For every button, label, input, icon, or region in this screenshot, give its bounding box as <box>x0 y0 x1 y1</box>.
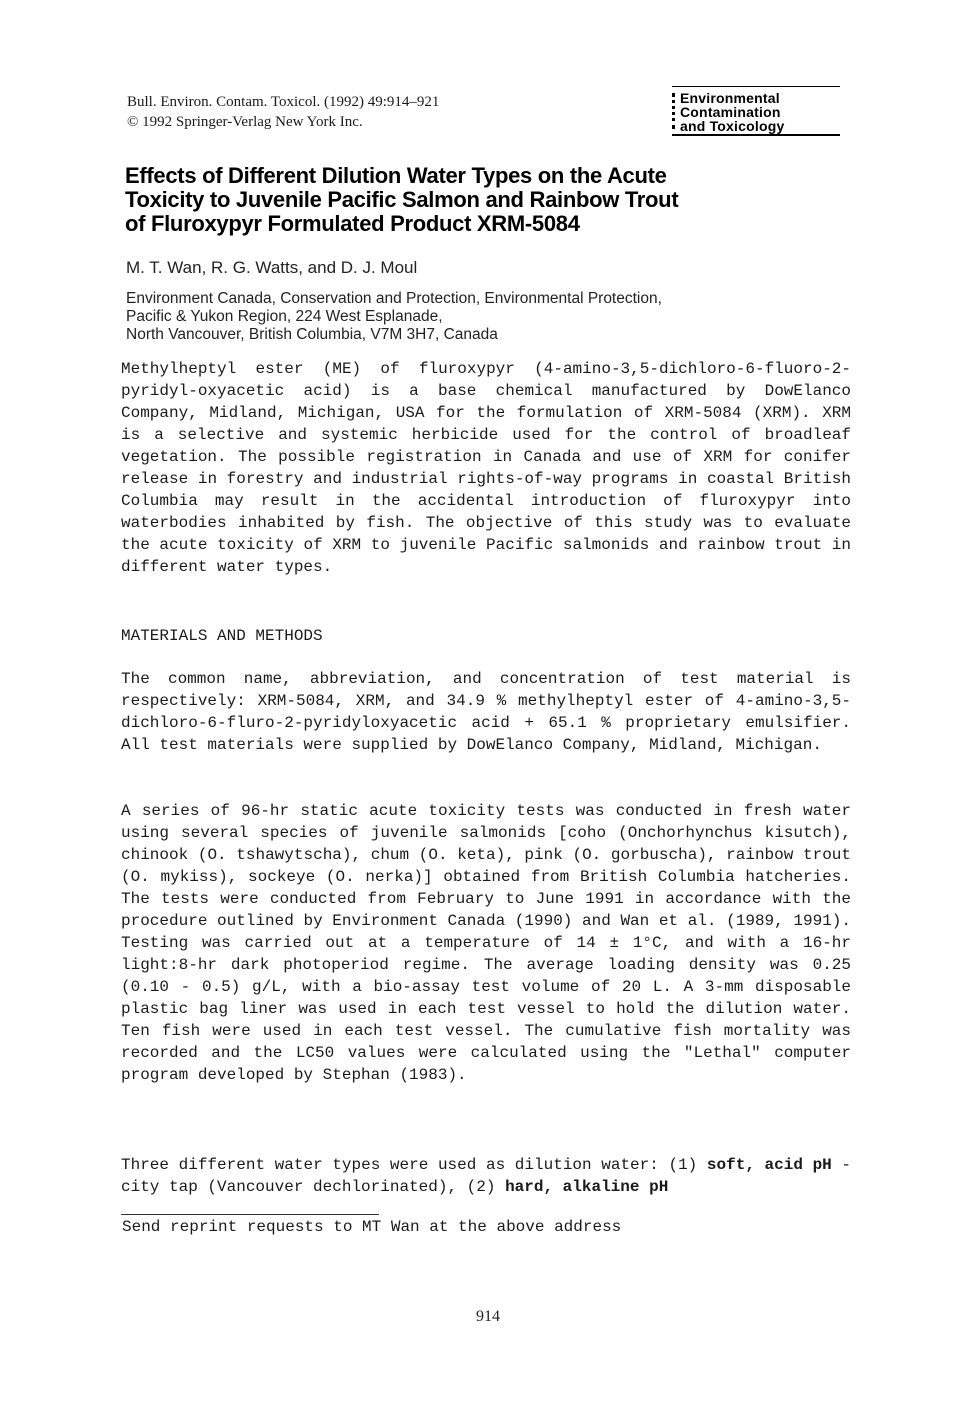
citation-block <box>127 92 439 132</box>
logo-marker <box>672 93 679 129</box>
intro-paragraph: Methylheptyl ester (ME) of fluroxypyr (4-amino-3,5-dichloro-6-fluoro-2-pyridyl-oxyacetic acid) is a base chemical manufactured by DowElanco Company, Midland, Michigan, USA for the formulation of XRM-5084 (XRM). XRM is a selective and systemic herbicide used for the control of broadleaf vegetation. The possible registration in Canada and use of XRM for conifer release in forestry and industrial rights-of-way programs in coastal British Columbia may result in the accidental introduction of fluroxypyr into waterbodies inhabited by fish. The objective of this study was to evaluate the acute toxicity of XRM to juvenile Pacific salmonids and rainbow trout in different water types. <box>121 360 851 576</box>
page-number: 914 <box>476 1308 500 1325</box>
footnote: Send reprint requests to MT Wan at the above address <box>122 1218 622 1236</box>
title-line-3: of Fluroxypyr Formulated Product XRM-5084 <box>125 211 580 236</box>
emphasis-soft-acid: soft, acid pH <box>706 1156 832 1174</box>
section-heading-methods: MATERIALS AND METHODS <box>121 627 323 645</box>
affiliation <box>126 290 662 344</box>
logo-line-2: Contamination <box>680 104 781 120</box>
emphasis-hard-alkaline: hard, alkaline pH <box>505 1178 669 1196</box>
journal-logo <box>672 86 840 136</box>
footnote-divider <box>121 1214 379 1215</box>
paragraph-text: - city tap (Vancouver dechlorinated), (2) <box>121 1156 852 1196</box>
author-list: M. T. Wan, R. G. Watts, and D. J. Moul <box>126 258 418 277</box>
citation-line-1: Bull. Environ. Contam. Toxicol. (1992) 49:914–921 <box>127 94 440 110</box>
methods-paragraph-2: A series of 96-hr static acute toxicity tests was conducted in fresh water using several species of juvenile salmonids [coho (Onchorhynchus kisutch), chinook (O. tshawytscha), chum (O. keta), pink (O. gorbuscha), rainbow trout (O. mykiss), sockeye (O. nerka)] obtained from British Columbia hatcheries. The tests were conducted from February to June 1991 in accordance with the procedure outlined by Environment Canada (1990) and Wan et al. (1989, 1991). Testing was carried out at a temperature of 14 ± 1°C, and with a 16-hr light:8-hr dark photoperiod regime. The average loading density was 0.25 (0.10 - 0.5) g/L, with a bio-assay test volume of 20 L. A 3-mm disposable plastic bag liner was used in each test vessel to hold the dilution water. Ten fish were used in each test vessel. The cumulative fish mortality was recorded and the LC50 values were calculated using the "Lethal" computer program developed by Stephan (1983). <box>121 802 851 1084</box>
affiliation-line-3: North Vancouver, British Columbia, V7M 3H7, Canada <box>126 326 498 343</box>
methods-paragraph-3 <box>121 1154 851 1198</box>
article-title <box>125 164 845 236</box>
citation-line-2: © 1992 Springer-Verlag New York Inc. <box>127 114 363 130</box>
affiliation-line-1: Environment Canada, Conservation and Protection, Environmental Protection, <box>126 290 662 307</box>
affiliation-line-2: Pacific & Yukon Region, 224 West Esplanade, <box>126 308 443 325</box>
title-line-1: Effects of Different Dilution Water Types on the Acute <box>125 163 667 188</box>
logo-line-3: and Toxicology <box>680 118 785 134</box>
paragraph-text: Three different water types were used as dilution water: (1) <box>121 1156 707 1174</box>
title-line-2: Toxicity to Juvenile Pacific Salmon and Rainbow Trout <box>125 187 679 212</box>
methods-paragraph-1: The common name, abbreviation, and concentration of test material is respectively: XRM-5084, XRM, and 34.9 % methylheptyl ester of 4-amino-3,5-dichloro-6-fluro-2-pyridyloxyacetic acid + 65.1 % proprietary emulsifier. All test materials were supplied by DowElanco Company, Midland, Michigan. <box>121 670 851 754</box>
logo-line-1: Environmental <box>680 90 780 106</box>
